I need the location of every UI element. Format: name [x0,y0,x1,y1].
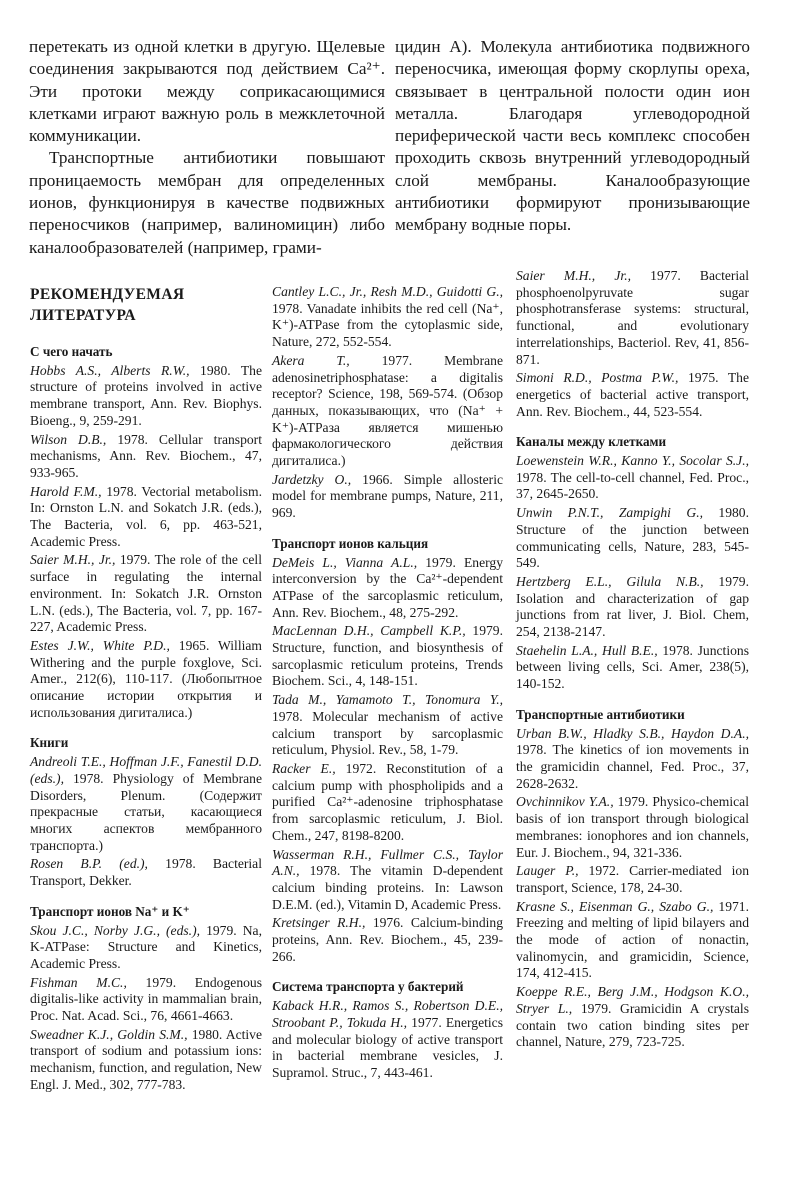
reference-entry [272,915,503,965]
reference-entry [30,1027,262,1094]
reference-entry [272,847,503,914]
reference-text: 1977. Energetics and molecular biology of active transport in bacterial membrane vesicles, J. Supramol. Struc., 7, 443-461. [272,1014,503,1080]
reference-text: 1979. Isolation and characterization of gap junctions from rat liver, J. Biol. Chem, 254, 2138-2147. [516,573,750,640]
intro-column-right [395,36,750,237]
reference-entry [30,754,262,854]
reference-authors: Saier M.H., Jr., [516,268,631,283]
reference-entry [272,284,503,351]
reference-authors: Tada M., Yamamoto T., Tonomura Y., [272,692,503,708]
reference-text: 1979. Structure, function, and biosynthesis of sarcoplasmic reticulum proteins, Trends Biochem. Sci., 4, 148-151. [272,623,503,689]
reference-authors: Fishman M.C., [30,974,127,990]
reference-text: 1978. Vectorial metabolism. In: Ornston L.N. and Sokatch J.R. (eds.), The Bacteria, vol. 6, pp. 463-521, Academic Press. [30,483,262,549]
section-title: Транспортные антибиотики [516,706,685,722]
intro-paragraph: перетекать из одной клетки в другую. Щелевые соединения закрываются под действием Ca²⁺. Эти протоки между соприкасающимися клетками играют важную роль в межклеточной коммуникации. [29,37,385,146]
reference-authors: Krasne S., Eisenman G., Szabo G., [516,898,714,914]
reference-entry [272,761,503,845]
reference-text: 1965. William Withering and the purple foxglove, Sci. Amer., 212(6), 110-117. (Любопытное описание истории открытия и использования дигиталиса.) [30,637,262,720]
reference-entry [516,453,749,503]
reference-authors: Wasserman R.H., Fullmer C.S., Taylor A.N., [272,846,503,879]
reference-text: 1980. Active transport of sodium and potassium ions: mechanism, function, and regulation, New Engl. J. Med., 302, 777-783. [30,1026,262,1092]
section-bacterial-transport [272,979,503,1081]
reference-entry [272,472,503,522]
reference-text: 1979. Na, K-ATPase: Structure and Kinetics, Academic Press. [30,922,262,971]
reference-text: 1978. The vitamin D-dependent calcium binding proteins. In: Lawson D.E.M. (ed.), Vitamin D, Academic Press. [272,863,503,912]
reference-authors: Lauger P., [516,863,579,879]
reference-entry [272,623,503,690]
reference-authors: Simoni R.D., Postma P.W., [516,370,679,386]
reference-entry [516,505,749,572]
reference-authors: Jardetzky O., [272,471,352,487]
reference-authors: Akera T., [272,352,350,368]
reference-authors: Rosen B.P. (ed.), [30,856,148,872]
reference-text: 1979. Gramicidin A crystals contain two cation binding sites per channel, Nature, 279, 723-725. [516,1000,749,1050]
section-title: Каналы между клетками [516,434,667,450]
reference-text: 1978. Cellular transport mechanisms, Ann. Rev. Biochem., 47, 933-965. [30,431,262,480]
reference-authors: Unwin P.N.T., Zampighi G., [516,505,703,521]
reference-text: 1978. Bacterial Transport, Dekker. [30,856,262,889]
reference-authors: Hobbs A.S., Alberts R.W., [30,362,190,378]
reference-text: 1978. Vanadate inhibits the red cell (Na⁺, K⁺)-ATPase from the cytoplasmic side, Nature, 272, 552-554. [272,300,503,350]
references-heading: РЕКОМЕНДУЕМАЯ ЛИТЕРАТУРА [30,286,185,324]
reference-authors: Racker E., [272,760,336,776]
reference-text: 1978. The cell-to-cell channel, Fed. Proc., 37, 2645-2650. [516,469,749,502]
reference-entry [30,923,262,973]
intro-column-left [29,36,385,259]
section-bacterial-transport-continued [516,268,749,420]
section-getting-started [30,344,262,721]
reference-authors: Staehelin L.A., Hull B.E., [516,642,658,658]
reference-authors: Saier M.H., Jr., [30,552,116,568]
reference-entry [30,432,262,482]
reference-text: 1972. Carrier-mediated ion transport, Science, 178, 24-30. [516,863,749,895]
section-calcium-transport [272,536,503,966]
reference-text: 1980. Structure of the junction between communicating cells, Nature, 283, 545-549. [516,505,749,571]
references-column-3 [516,268,749,1053]
reference-entry [272,555,503,622]
reference-text: 1976. Calcium-binding proteins, Ann. Rev. Biochem., 45, 239-266. [272,915,503,964]
section-books [30,735,262,889]
reference-authors: Ovchinnikov Y.A., [516,794,614,810]
reference-entry [30,638,262,722]
reference-entry [516,726,749,793]
reference-authors: Kaback H.R., Ramos S., Robertson D.E., Stroobant P., Tokuda H., [272,998,503,1030]
reference-text: 1977. Membrane adenosinetriphosphatase: a digitalis receptor? Science, 198, 569-574. (Обзор данных, показывающих, что (Na⁺ + K⁺)-АТРаза является мишенью фармакологического действия дигиталиса.) [272,352,503,469]
reference-entry [30,975,262,1025]
reference-authors: Skou J.C., Norby J.G., (eds.), [30,922,201,938]
reference-text: 1975. The energetics of bacterial active transport, Ann. Rev. Biochem., 44, 523-554. [516,370,749,419]
reference-text: 1979. The role of the cell surface in regulating the internal environment. In: Sokatch J.R. Ornston L.N. (eds.), The Bacteria, vol. 7, pp. 167-227, Academic Press. [30,552,262,635]
intro-paragraph: цидин А). Молекула антибиотика подвижного переносчика, имеющая форму скорлупы ореха, связывает в центральной полости один ион металла. Благодаря углеводородной периферической части весь комплекс способен проходить сквозь внутренний углеводородный слой мембраны. Каналообразующие антибиотики формируют пронизывающие мембрану водные поры. [395,37,750,235]
reference-authors: Cantley L.C., Jr., Resh M.D., Guidotti G., [272,284,503,299]
section-title: Книги [30,735,69,751]
reference-entry [272,353,503,470]
reference-authors: Harold F.M., [30,483,102,499]
reference-entry [516,794,749,861]
reference-entry [30,363,262,430]
reference-text: 1971. Freezing and melting of lipid bilayers and the mode of action of nonactin, valinomycin, and gramicidin, Science, 174, 412-415. [516,898,749,981]
reference-entry [516,984,749,1051]
section-title: С чего начать [30,344,113,359]
reference-entry [272,998,503,1082]
reference-entry [516,899,749,983]
references-column-1 [30,278,262,1096]
reference-text: 1979. Endogenous digitalis-like activity in mammalian brain, Proc. Nat. Acad. Sci., 76, 4661-4663. [30,974,262,1024]
reference-entry [516,370,749,420]
reference-authors: Sweadner K.J., Goldin S.M., [30,1026,188,1042]
reference-text: 1977. Bacterial phosphoenolpyruvate sugar phosphotransferase systems: structural, functional, and evolutionary interrelationships, Bacteriol. Rev, 41, 856-871. [516,268,749,367]
reference-authors: Hertzberg E.L., Gilula N.B., [516,573,704,589]
reference-authors: Kretsinger R.H., [272,915,366,931]
section-title: Транспорт ионов кальция [272,535,429,551]
reference-text: 1966. Simple allosteric model for membrane pumps, Nature, 211, 969. [272,471,504,521]
reference-text: 1980. The structure of proteins involved in active membrane transport, Ann. Rev. Biophys. Bioeng., 9, 259-291. [30,362,262,428]
reference-authors: Koeppe R.E., Berg J.M., Hodgson K.O., Stryer L., [516,984,749,1016]
reference-authors: MacLennan D.H., Campbell K.P., [272,623,466,639]
reference-authors: Wilson D.B., [30,431,107,447]
reference-text: 1972. Reconstitution of a calcium pump with phospholipids and a purified Ca²⁺-adenosine triphosphatase from sarcoplasmic reticulum, J. Biol. Chem., 247, 8198-8200. [272,760,503,843]
reference-text: 1978. The kinetics of ion movements in the gramicidin channel, Fed. Proc., 37, 2628-2632. [516,742,749,791]
section-title: Транспорт ионов Na⁺ и K⁺ [30,903,190,919]
section-na-k-transport-continued [272,284,503,522]
reference-authors: Andreoli T.E., Hoffman J.F., Fanestil D.D. (eds.), [30,754,262,786]
reference-entry [30,484,262,551]
reference-text: 1978. Molecular mechanism of active calcium transport by sarcoplasmic reticulum, Physiol. Rev., 58, 1-79. [272,708,503,758]
reference-entry [516,643,749,693]
reference-entry [516,574,749,641]
section-title: Система транспорта у бактерий [272,979,464,995]
intro-paragraph: Транспортные антибиотики повышают проницаемость мембран для определенных ионов, функционируя в качестве подвижных переносчиков (например, валиномицин) либо каналообразователей (например, грами- [29,148,385,257]
reference-text: 1979. Energy interconversion by the Ca²⁺-dependent ATPase of the sarcoplasmic reticulum, Ann. Rev. Biochem., 48, 275-292. [272,554,503,620]
references-column-2 [272,284,503,1084]
section-na-k-transport [30,904,262,1094]
reference-authors: DeMeis L., Vianna A.L., [272,554,418,570]
reference-entry [516,268,749,368]
reference-authors: Estes J.W., White P.D., [30,637,170,653]
reference-text: 1978. Junctions between living cells, Sci. Amer, 238(5), 140-152. [516,642,749,692]
reference-entry [30,856,262,889]
reference-entry [30,552,262,636]
reference-entry [272,692,503,759]
reference-authors: Urban B.W., Hladky S.B., Haydon D.A., [516,725,749,741]
section-gap-junctions [516,434,749,693]
reference-authors: Loewenstein W.R., Kanno Y., Socolar S.J., [516,453,749,469]
section-transport-antibiotics [516,707,749,1051]
reference-text: 1978. Physiology of Membrane Disorders, Plenum. (Содержит прекрасные статьи, касающиеся многих аспектов мембранного транспорта.) [30,770,262,853]
reference-entry [516,863,749,896]
reference-text: 1979. Physico-chemical basis of ion transport through biological membranes: ionophores and ion channels, Eur. J. Biochem., 94, 321-336. [516,794,749,860]
